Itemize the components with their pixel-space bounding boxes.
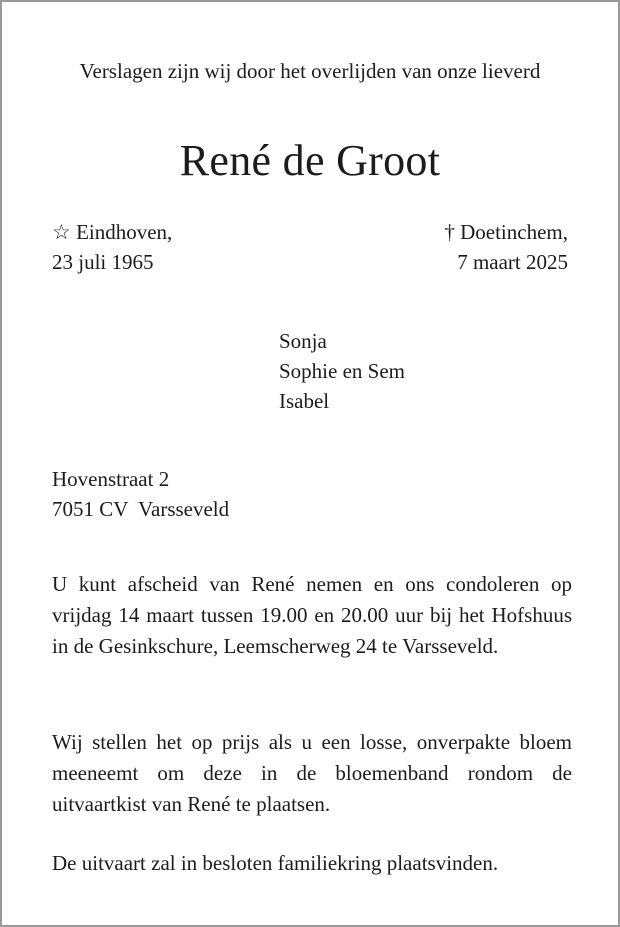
funeral-paragraph: De uitvaart zal in besloten familiekring plaatsvinden. xyxy=(52,851,499,875)
intro-text: Verslagen zijn wij door het overlijden van onze lieverd xyxy=(79,59,541,83)
deceased-name: René de Groot xyxy=(179,136,441,185)
death-date: 7 maart 2025 xyxy=(457,250,568,274)
birth-info xyxy=(52,217,172,277)
family-member: Isabel xyxy=(279,389,330,413)
birth-place: ☆ Eindhoven, xyxy=(52,220,173,244)
family-names xyxy=(279,326,405,416)
family-member: Sophie en Sem xyxy=(279,359,405,383)
death-info xyxy=(444,217,568,277)
flower-paragraph: Wij stellen het op prijs als u een losse, onverpakte bloem meeneemt om deze in de bloemenband rondom de uitvaartkist van René te plaatsen. xyxy=(52,730,572,816)
family-member: Sonja xyxy=(279,329,327,353)
birth-date: 23 juli 1965 xyxy=(52,250,154,274)
death-place: † Doetinchem, xyxy=(444,220,568,244)
address-street: Hovenstraat 2 xyxy=(52,467,170,491)
address-city: 7051 CV Varsseveld xyxy=(52,497,230,521)
condolence-paragraph: U kunt afscheid van René nemen en ons condoleren op vrijdag 14 maart tussen 19.00 en 20.00 uur bij het Hofshuus in de Gesinkschure, Leemscherweg 24 te Varsseveld. xyxy=(52,572,572,658)
home-address xyxy=(52,464,229,524)
